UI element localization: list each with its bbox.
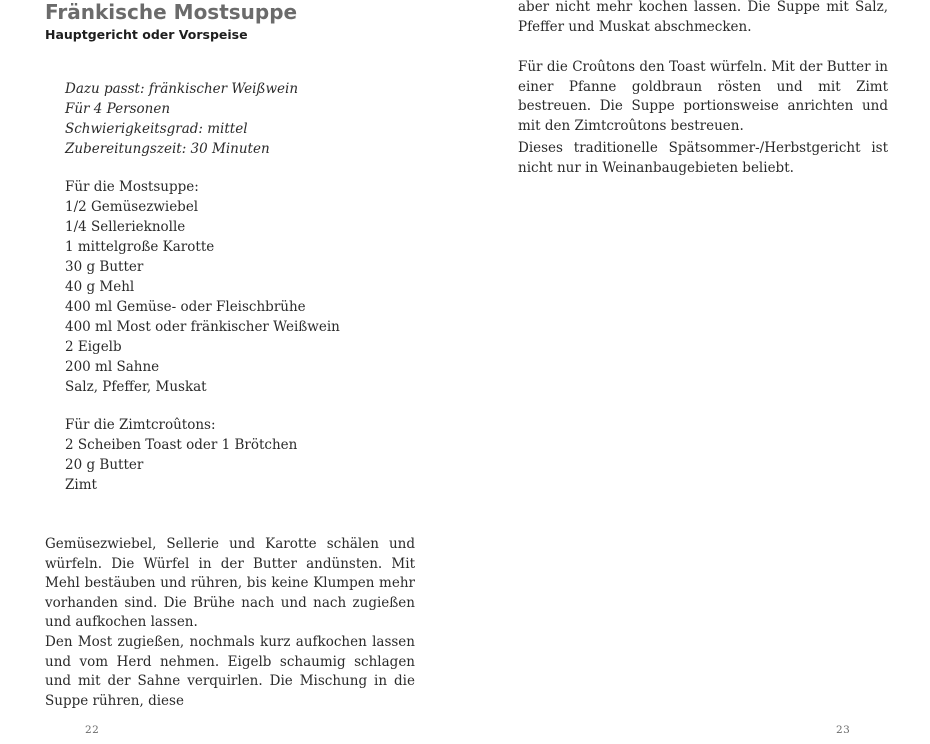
ingredient-item: 1 mittelgroße Karotte xyxy=(65,239,215,255)
ingredient-item: 30 g Butter xyxy=(65,259,144,275)
ingredient-item: 40 g Mehl xyxy=(65,279,135,295)
meta-servings: Für 4 Personen xyxy=(65,101,171,117)
ingredient-item: 200 ml Sahne xyxy=(65,359,160,375)
ingredient-item: 1/4 Sellerieknolle xyxy=(65,219,186,235)
ingredient-item: 2 Eigelb xyxy=(65,339,122,355)
recipe-meta xyxy=(65,79,298,159)
instruction-paragraph: Gemüsezwiebel, Sellerie und Karotte schälen und würfeln. Die Würfel in der Butter andünsten. Mit Mehl bestäuben und rühren, bis keine Klumpen mehr vorhanden sind. Die Brühe nach und nach zugießen und aufkochen lassen. xyxy=(45,536,415,630)
ingredient-item: 400 ml Most oder fränkischer Weißwein xyxy=(65,319,340,335)
recipe-subtitle: Hauptgericht oder Vorspeise xyxy=(45,27,248,42)
ingredient-heading: Für die Mostsuppe: xyxy=(65,179,199,195)
recipe-title: Fränkische Mostsuppe xyxy=(45,0,298,24)
meta-prep-time: Zubereitungszeit: 30 Minuten xyxy=(65,141,270,157)
ingredient-item: 1/2 Gemüsezwiebel xyxy=(65,199,199,215)
ingredient-item: 20 g Butter xyxy=(65,457,144,473)
instruction-paragraph: Den Most zugießen, nochmals kurz aufkochen lassen und vom Herd nehmen. Eigelb schaumig schlagen und mit der Sahne verquirlen. Die Mischung in die Suppe rühren, diese xyxy=(45,634,415,709)
closing-paragraph: Dieses traditionelle Spätsommer-/Herbstgericht ist nicht nur in Weinanbaugebieten beliebt. xyxy=(518,140,888,176)
ingredient-item: 400 ml Gemüse- oder Fleischbrühe xyxy=(65,299,306,315)
crouton-ingredient-list xyxy=(65,415,297,495)
right-page xyxy=(518,0,890,744)
ingredient-heading: Für die Zimtcroûtons: xyxy=(65,417,216,433)
meta-wine-pairing: Dazu passt: fränkischer Weißwein xyxy=(65,81,299,97)
instruction-paragraph: Für die Croûtons den Toast würfeln. Mit der Butter in einer Pfanne goldbraun rösten und mit Zimt bestreuen. Die Suppe portionsweise anrichten und mit den Zimtcroûtons bestreuen. xyxy=(518,59,888,134)
page-number: 22 xyxy=(85,724,100,736)
ingredient-item: Salz, Pfeffer, Muskat xyxy=(65,379,207,395)
page-number: 23 xyxy=(836,724,851,736)
left-page xyxy=(45,0,417,744)
ingredient-item: 2 Scheiben Toast oder 1 Brötchen xyxy=(65,437,298,453)
ingredient-item: Zimt xyxy=(65,477,97,493)
soup-ingredient-list xyxy=(65,177,340,397)
meta-difficulty: Schwierigkeitsgrad: mittel xyxy=(65,121,248,137)
instruction-paragraph: aber nicht mehr kochen lassen. Die Suppe mit Salz, Pfeffer und Muskat abschmecken. xyxy=(518,0,888,35)
